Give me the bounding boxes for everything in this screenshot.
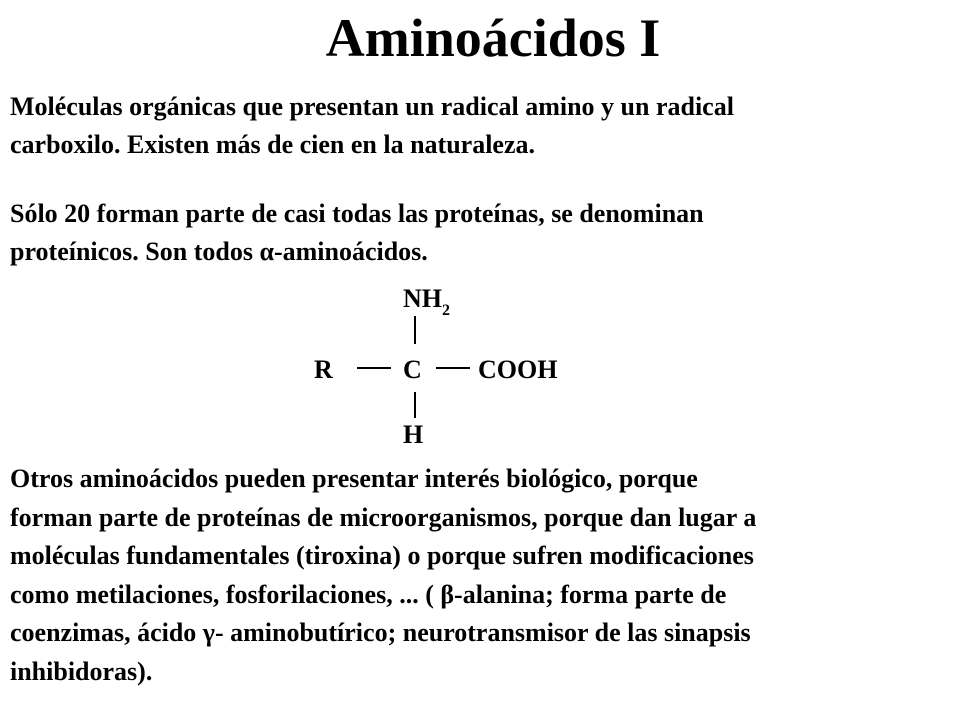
proteinic-paragraph: [10, 195, 950, 271]
other-line: Otros aminoácidos pueden presentar interés biológico, porque: [10, 464, 698, 493]
formula-bond-bottom: [414, 392, 416, 418]
intro-line: carboxilo. Existen más de cien en la naturaleza.: [10, 130, 536, 159]
other-line: inhibidoras).: [10, 656, 153, 686]
formula-bond-left: [357, 367, 391, 369]
formula-amino-group: [403, 284, 450, 320]
other-line: como metilaciones, fosforilaciones, ... ( β-alanina; forma parte de: [10, 579, 727, 609]
other-line: forman parte de proteínas de microorganismos, porque dan lugar a: [10, 502, 757, 532]
other-line: moléculas fundamentales (tiroxina) o porque sufren modificaciones: [10, 541, 754, 570]
formula-radical: R: [314, 355, 333, 384]
formula-amino-subscript: 2: [442, 302, 450, 320]
other-line: coenzimas, ácido γ- aminobutírico; neurotransmisor de las sinapsis: [10, 618, 751, 647]
formula-amino-text: NH: [403, 284, 442, 313]
formula-bond-right: [436, 367, 470, 369]
other-aminoacids-paragraph: [10, 460, 950, 691]
proteinic-line: proteínicos. Son todos α-aminoácidos.: [10, 237, 428, 266]
slide-title: Aminoácidos I: [325, 8, 661, 68]
proteinic-line: Sólo 20 forman parte de casi todas las proteínas, se denominan: [10, 199, 704, 228]
formula-hydrogen: H: [403, 420, 424, 449]
formula-carboxyl-group: COOH: [478, 355, 558, 384]
intro-paragraph: [10, 88, 950, 164]
formula-alpha-carbon: C: [403, 355, 422, 384]
formula-bond-top: [414, 316, 416, 344]
intro-line: Moléculas orgánicas que presentan un radical amino y un radical: [10, 92, 734, 121]
